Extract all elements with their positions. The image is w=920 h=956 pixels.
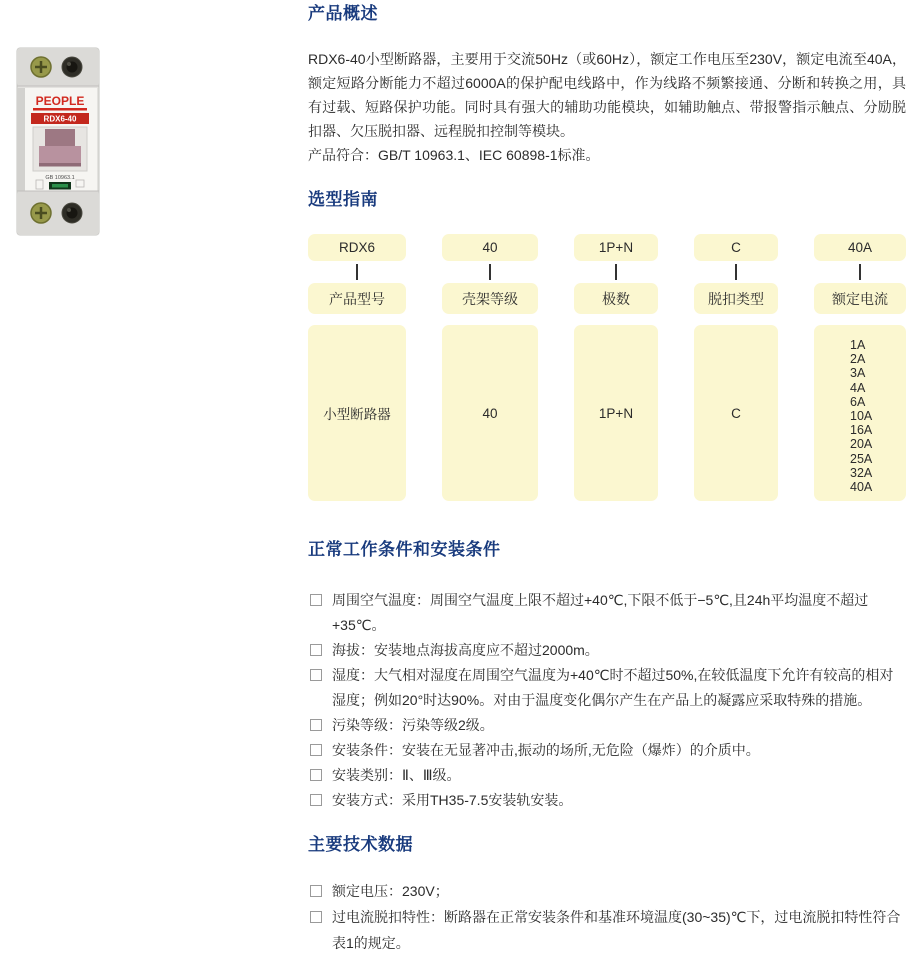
amp-option: 4A bbox=[850, 380, 866, 395]
overview-paragraph: RDX6-40小型断路器，主要用于交流50Hz（或60Hz），额定工作电压至230V，额定电流至40A，额定短路分断能力不超过6000A的保护配电线路中，作为线路不频繁接通、分断和转换之用，具有过载、短路保护功能。同时具有强大的辅助功能模块，如辅助触点、带报警指示触点、分励脱扣器、欠压脱扣器、远程脱扣控制等模块。 bbox=[308, 51, 906, 139]
selection-guide-diagram bbox=[308, 234, 906, 501]
amp-options-box bbox=[814, 325, 906, 501]
label-box: 额定电流 bbox=[814, 283, 906, 314]
selection-column-model bbox=[308, 234, 406, 501]
condition-text: 安装类别：Ⅱ、Ⅲ级。 bbox=[332, 767, 461, 783]
amp-option: 3A bbox=[850, 366, 866, 381]
breaker-bottom-terminal bbox=[17, 191, 99, 235]
section-title-tech-data: 主要技术数据 bbox=[308, 835, 413, 854]
model-label: RDX6-40 bbox=[43, 114, 77, 124]
condition-text: 海拔：安装地点海拔高度应不超过2000m。 bbox=[332, 642, 599, 658]
condition-item bbox=[308, 638, 906, 663]
section-title-selection-guide: 选型指南 bbox=[308, 190, 378, 209]
overview-compliance: 产品符合：GB/T 10963.1、IEC 60898-1标准。 bbox=[308, 147, 600, 163]
selection-column-trip-type bbox=[694, 234, 778, 501]
amp-option: 2A bbox=[850, 352, 866, 367]
amp-option: 32A bbox=[850, 465, 873, 480]
section-title-overview: 产品概述 bbox=[308, 4, 378, 23]
selection-column-rated-current bbox=[814, 234, 906, 501]
brand-label: PEOPLE bbox=[35, 94, 85, 108]
connector-line bbox=[615, 264, 617, 280]
code-box: RDX6 bbox=[308, 234, 406, 261]
condition-text: 湿度：大气相对湿度在周围空气温度为+40℃时不超过50%,在较低温度下允许有较高的相对湿度；例如20°时达90%。对由于温度变化偶尔产生在产品上的凝露应采取特殊的措施。 bbox=[332, 667, 894, 708]
condition-item bbox=[308, 763, 906, 788]
condition-item bbox=[308, 663, 906, 713]
breaker-top-terminal bbox=[17, 48, 99, 86]
amp-option: 20A bbox=[850, 437, 873, 452]
section-tech-data bbox=[308, 834, 906, 956]
amp-option: 1A bbox=[850, 338, 866, 352]
checkbox-icon bbox=[310, 669, 322, 681]
standard-mark-label: GB 10963.1 bbox=[45, 175, 75, 181]
condition-text: 安装条件：安装在无显著冲击,振动的场所,无危险（爆炸）的介质中。 bbox=[332, 742, 760, 758]
code-box: 40A bbox=[814, 234, 906, 261]
tech-data-item bbox=[308, 904, 906, 956]
checkbox-icon bbox=[310, 885, 322, 897]
product-photo bbox=[12, 46, 104, 238]
checkbox-icon bbox=[310, 594, 322, 606]
condition-text: 污染等级：污染等级2级。 bbox=[332, 717, 494, 733]
checkbox-icon bbox=[310, 744, 322, 756]
section-selection-guide bbox=[308, 189, 906, 501]
checkbox-icon bbox=[310, 794, 322, 806]
status-indicator-window bbox=[49, 182, 71, 190]
connector-line bbox=[489, 264, 491, 280]
top-screw-right-icon bbox=[62, 57, 82, 77]
label-box: 壳架等级 bbox=[442, 283, 538, 314]
condition-item bbox=[308, 713, 906, 738]
section-conditions bbox=[308, 539, 906, 813]
circuit-breaker-image bbox=[12, 46, 104, 238]
condition-text: 周围空气温度：周围空气温度上限不超过+40℃,下限不低于−5℃,且24h平均温度不超过+35℃。 bbox=[332, 592, 869, 633]
condition-item bbox=[308, 788, 906, 813]
checkbox-icon bbox=[310, 769, 322, 781]
toggle-neck bbox=[45, 129, 75, 148]
code-box: 1P+N bbox=[574, 234, 658, 261]
label-box: 产品型号 bbox=[308, 283, 406, 314]
amp-option: 40A bbox=[850, 480, 873, 495]
amp-option: 10A bbox=[850, 409, 873, 424]
section-overview bbox=[308, 0, 906, 167]
tech-data-text: 额定电压：230V； bbox=[332, 883, 449, 899]
amp-option: 25A bbox=[850, 451, 873, 466]
checkbox-icon bbox=[310, 911, 322, 923]
content-column bbox=[308, 0, 906, 956]
connector-line bbox=[356, 264, 358, 280]
label-box: 极数 bbox=[574, 283, 658, 314]
connector-line bbox=[735, 264, 737, 280]
value-box: 40 bbox=[442, 325, 538, 501]
tech-data-list bbox=[308, 878, 906, 956]
code-box: C bbox=[694, 234, 778, 261]
bottom-screw-right-icon bbox=[62, 203, 82, 223]
selection-column-frame bbox=[442, 234, 538, 501]
connector-line bbox=[859, 264, 861, 280]
checkbox-icon bbox=[310, 719, 322, 731]
amp-option: 16A bbox=[850, 423, 873, 438]
bottom-screw-left-icon bbox=[31, 203, 51, 223]
condition-item bbox=[308, 588, 906, 638]
value-box: 小型断路器 bbox=[308, 325, 406, 501]
condition-item bbox=[308, 738, 906, 763]
checkbox-icon bbox=[310, 644, 322, 656]
conditions-list bbox=[308, 588, 906, 813]
tech-data-item bbox=[308, 878, 906, 904]
value-box: 1P+N bbox=[574, 325, 658, 501]
selection-column-poles bbox=[574, 234, 658, 501]
label-box: 脱扣类型 bbox=[694, 283, 778, 314]
condition-text: 安装方式：采用TH35-7.5安装轨安装。 bbox=[332, 792, 573, 808]
tech-data-text: 过电流脱扣特性：断路器在正常安装条件和基准环境温度(30~35)℃下，过电流脱扣特性符合表1的规定。 bbox=[332, 909, 901, 951]
amp-option: 6A bbox=[850, 394, 866, 409]
top-screw-left-icon bbox=[31, 57, 51, 77]
value-box: C bbox=[694, 325, 778, 501]
section-title-conditions: 正常工作条件和安装条件 bbox=[308, 540, 501, 559]
code-box: 40 bbox=[442, 234, 538, 261]
